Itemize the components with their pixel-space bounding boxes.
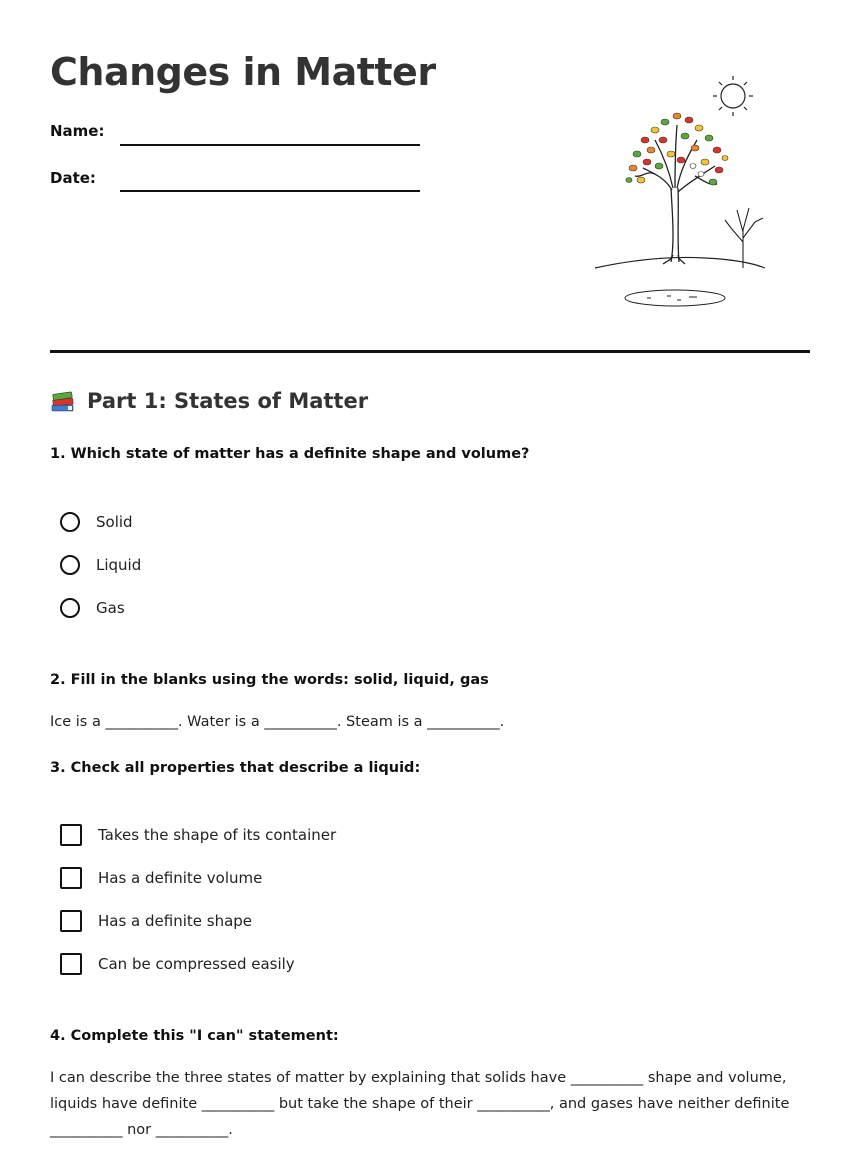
option-label: Takes the shape of its container (98, 826, 337, 844)
option-label: Has a definite shape (98, 912, 253, 930)
option-label: Has a definite volume (98, 869, 263, 887)
radio-button[interactable] (60, 598, 80, 618)
q3-option-compressed-easily[interactable] (60, 953, 295, 975)
q4-statement-line-1: I can describe the three states of matter by explaining that solids have __________ shape and volume, (50, 1070, 787, 1086)
checkbox[interactable] (60, 953, 82, 975)
question-4: 4. Complete this "I can" statement: (50, 1028, 339, 1044)
q2-fill-in-sentence[interactable]: Ice is a __________. Water is a __________. Steam is a __________. (50, 714, 505, 730)
checkbox[interactable] (60, 910, 82, 932)
name-line[interactable] (120, 144, 420, 146)
option-label: Can be compressed easily (98, 955, 295, 973)
date-line[interactable] (120, 190, 420, 192)
part1-heading (50, 388, 368, 414)
q4-statement-line-2: liquids have definite __________ but take the shape of their __________, and gases have neither definite (50, 1096, 790, 1112)
bare-tree-icon (725, 208, 763, 268)
radio-button[interactable] (60, 555, 80, 575)
books-icon (50, 388, 76, 414)
q3-option-shape-of-container[interactable] (60, 824, 336, 846)
autumn-tree-icon (635, 125, 717, 264)
q3-option-definite-shape[interactable] (60, 910, 252, 932)
q1-option-solid[interactable] (60, 512, 133, 532)
checkbox[interactable] (60, 867, 82, 889)
option-label: Solid (96, 513, 133, 531)
q1-option-gas[interactable] (60, 598, 125, 618)
radio-button[interactable] (60, 512, 80, 532)
q3-option-definite-volume[interactable] (60, 867, 262, 889)
worksheet-title: Changes in Matter (50, 50, 436, 94)
leaves (626, 113, 728, 185)
q4-statement[interactable] (50, 1065, 810, 1143)
q4-statement-line-3: __________ nor __________. (50, 1122, 233, 1138)
question-2: 2. Fill in the blanks using the words: solid, liquid, gas (50, 672, 489, 688)
q1-option-liquid[interactable] (60, 555, 141, 575)
checkbox[interactable] (60, 824, 82, 846)
question-1: 1. Which state of matter has a definite shape and volume? (50, 446, 530, 462)
date-label: Date: (50, 169, 96, 187)
name-label: Name: (50, 122, 105, 140)
part1-heading-text: Part 1: States of Matter (87, 389, 369, 413)
puddle-icon (625, 290, 725, 306)
option-label: Liquid (96, 556, 142, 574)
section-divider (50, 350, 810, 353)
option-label: Gas (96, 599, 125, 617)
sun-icon (713, 76, 753, 116)
tree-seasons-illustration (585, 70, 770, 315)
question-3: 3. Check all properties that describe a liquid: (50, 760, 421, 776)
